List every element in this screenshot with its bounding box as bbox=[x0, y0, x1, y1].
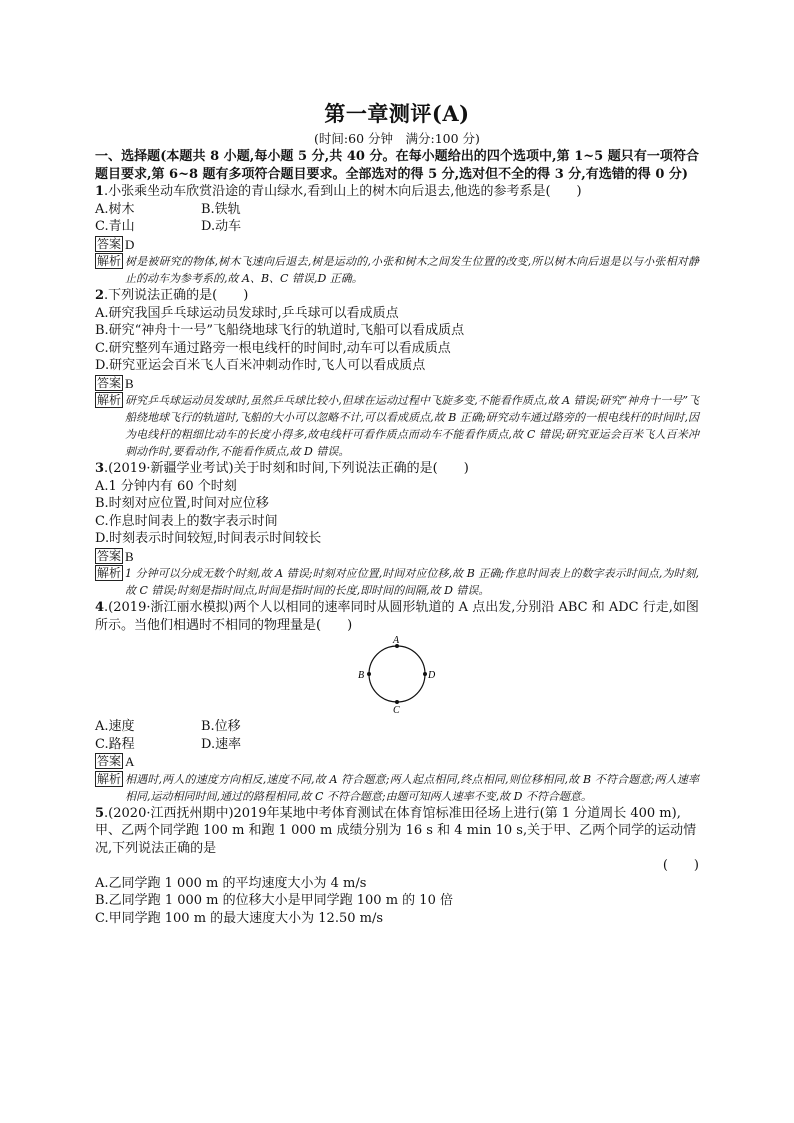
answer-row bbox=[95, 753, 699, 771]
question-2: 2.下列说法正确的是( ) bbox=[95, 288, 249, 303]
question-3: 3.(2019·新疆学业考试)关于时刻和时间,下列说法正确的是( ) bbox=[95, 461, 469, 476]
answer-row bbox=[95, 548, 699, 566]
circle-diagram bbox=[357, 636, 437, 714]
answer-value: A bbox=[125, 754, 135, 769]
option[interactable]: A.速度 bbox=[95, 719, 135, 734]
answer-row bbox=[95, 236, 699, 254]
question-1-options bbox=[95, 201, 699, 236]
circle-track-diagram bbox=[95, 636, 699, 714]
label-a: A bbox=[393, 636, 400, 646]
analysis-text: 树是被研究的物体,树木飞速向后退去,树是运动的,小张和树木之间发生位置的改变,所以树木向后退是以与小张相对静止的动车为参考系的,故 A、B、C 错误,D 正确。 bbox=[125, 255, 699, 285]
answer-value: B bbox=[125, 375, 134, 391]
analysis-row bbox=[95, 253, 699, 287]
analysis-tag: 解析 bbox=[97, 393, 122, 407]
label-c: C bbox=[393, 705, 400, 714]
option[interactable]: B.位移 bbox=[201, 719, 241, 734]
question-4: 4.(2019·浙江丽水模拟)两个人以相同的速率同时从圆形轨道的 A 点出发,分别沿 ABC 和 ADC 行走,如图所示。当他们相遇时不相同的物理量是( ) bbox=[95, 600, 699, 633]
option[interactable]: A.研究我国乒乓球运动员发球时,乒乓球可以看成质点 bbox=[95, 305, 399, 321]
analysis-row bbox=[95, 565, 699, 599]
analysis-text: 相遇时,两人的速度方向相反,速度不同,故 A 符合题意;两人起点相同,终点相同,则位移相同,故 B 不符合题意;两人速率相同,运动相同时间,通过的路程相同,故 C 不符合题意;由题可知两人速率不变,故 D 不符合题意。 bbox=[125, 772, 699, 803]
option[interactable]: A.1 分钟内有 60 个时刻 bbox=[95, 478, 237, 494]
option[interactable]: D.时刻表示时间较短,时间表示时间较长 bbox=[95, 531, 322, 546]
option[interactable]: B.乙同学跑 1 000 m 的位移大小是甲同学跑 100 m 的 10 倍 bbox=[95, 893, 453, 908]
option[interactable]: D.速率 bbox=[201, 736, 242, 752]
answer-tag: 答案 bbox=[97, 754, 122, 768]
answer-tag: 答案 bbox=[97, 236, 122, 251]
option[interactable]: B.研究“神舟十一号”飞船绕地球飞行的轨道时,飞船可以看成质点 bbox=[95, 323, 465, 338]
option[interactable]: C.路程 bbox=[95, 736, 135, 752]
option[interactable]: B.时刻对应位置,时间对应位移 bbox=[95, 496, 269, 511]
analysis-text: 研究乒乓球运动员发球时,虽然乒乓球比较小,但球在运动过程中飞旋多变,不能看作质点,故 A 错误;研究“神舟十一号”飞船绕地球飞行的轨道时,飞船的大小可以忽略不计,可以看成质点,故 B 正确;研究动车通过路旁的一根电线杆的时间时,因为电线杆的粗细比动车的长度小得多,故电线杆可看作质点而动车不能看作质点,故 C 错误;研究亚运会百米飞人百米冲刺动作时,要看动作,不能看作质点,故 D 错误。 bbox=[125, 394, 699, 458]
option[interactable]: C.青山 bbox=[95, 219, 135, 234]
option[interactable]: A.树木 bbox=[95, 201, 135, 217]
analysis-row bbox=[95, 771, 699, 805]
question-5: 5.(2020·江西抚州期中)2019年某地中考体育测试在体育馆标准田径场上进行(第 1 分道周长 400 m),甲、乙两个同学跑 100 m 和跑 1 000 m 成绩分别为 16 s 和 4 min 10 s,关于甲、乙两个同学的运动情况,下列说法正确的是 bbox=[95, 805, 697, 856]
option[interactable]: D.研究亚运会百米飞人百米冲刺动作时,飞人可以看成质点 bbox=[95, 358, 426, 373]
section-heading: 一、选择题(本题共 8 小题,每小题 5 分,共 40 分。在每小题给出的四个选项中,第 1~5 题只有一项符合题目要求,第 6~8 题有多项符合题目要求。全部选对的得 5 分,选对但不全的得 3 分,有选错的得 0 分) bbox=[95, 149, 699, 182]
label-b: B bbox=[358, 670, 365, 681]
answer-tag: 答案 bbox=[97, 548, 122, 563]
answer-value: D bbox=[125, 236, 135, 252]
content bbox=[95, 100, 699, 927]
option[interactable]: C.研究整列车通过路旁一根电线杆的时间时,动车可以看成质点 bbox=[95, 340, 451, 356]
option[interactable]: A.乙同学跑 1 000 m 的平均速度大小为 4 m/s bbox=[95, 875, 367, 891]
page-title: 第一章测评(A) bbox=[324, 101, 470, 126]
label-d: D bbox=[428, 670, 436, 681]
analysis-tag: 解析 bbox=[97, 254, 122, 268]
analysis-tag: 解析 bbox=[97, 566, 122, 580]
analysis-text: 1 分钟可以分成无数个时刻,故 A 错误;时刻对应位置,时间对应位移,故 B 正确;作息时间表上的数字表示时间点,为时刻,故 C 错误;时刻是指时间点,时间是指时间的长度,即时间的间隔,故 D 错误。 bbox=[125, 567, 699, 597]
option[interactable]: C.甲同学跑 100 m 的最大速度大小为 12.50 m/s bbox=[95, 910, 384, 926]
question-4-options bbox=[95, 718, 699, 753]
question-2-options bbox=[95, 305, 699, 375]
analysis-row bbox=[95, 392, 699, 460]
answer-paren: ( ) bbox=[662, 858, 699, 873]
option[interactable]: C.作息时间表上的数字表示时间 bbox=[95, 513, 278, 529]
option[interactable]: B.铁轨 bbox=[201, 201, 241, 217]
answer-tag: 答案 bbox=[97, 375, 122, 390]
question-1: 1.小张乘坐动车欣赏沿途的青山绿水,看到山上的树木向后退去,他选的参考系是( ) bbox=[95, 184, 582, 199]
analysis-tag: 解析 bbox=[97, 771, 122, 786]
answer-value: B bbox=[125, 548, 134, 564]
answer-row bbox=[95, 375, 699, 393]
question-5-options bbox=[95, 875, 699, 928]
page-subtitle: (时间:60 分钟 满分:100 分) bbox=[314, 131, 480, 146]
option[interactable]: D.动车 bbox=[201, 219, 242, 234]
question-3-options bbox=[95, 478, 699, 548]
